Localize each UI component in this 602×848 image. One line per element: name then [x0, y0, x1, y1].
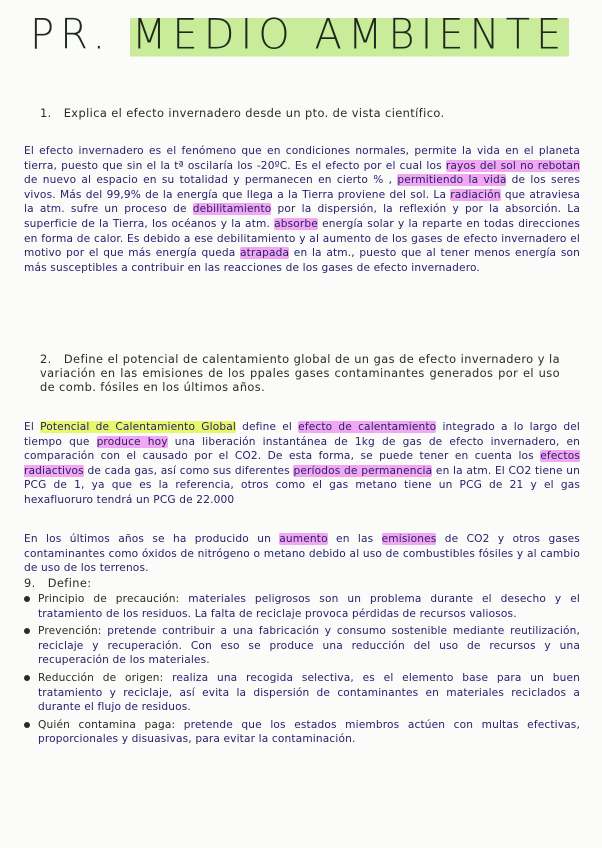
answer-text: de CO2 y otros gases contaminantes como óxidos de nitrógeno o metano debido al uso de combustibles fósiles y al cambio de uso de los terrenos.: [24, 533, 580, 575]
list-item: [24, 592, 580, 621]
answer-text: de nuevo al espacio en su totalidad y permanecen en cierto % ,: [24, 174, 398, 187]
definitions-list: [24, 592, 580, 750]
definition-text: pretende que los estados miembros actúen con multas efectivas, proporcionales y disuasivas, para evitar la contaminación.: [38, 718, 580, 746]
highlight: rayos del sol no rebotan: [445, 159, 580, 172]
answer-text: El: [24, 421, 41, 433]
question-text: Define:: [47, 576, 92, 590]
answer-2: [24, 420, 580, 508]
list-item: [24, 671, 580, 715]
answer-text: por la dispersión, la reflexión y por la absorción. La superficie de la Tierra, los océanos y la atm.: [24, 203, 580, 230]
highlight: produce hoy: [96, 435, 168, 448]
highlight: absorbe: [274, 217, 318, 230]
bullet-icon: [24, 722, 30, 728]
highlight: efecto de calentamiento: [298, 421, 437, 433]
list-item: [24, 624, 580, 668]
answer-1: [24, 144, 580, 275]
list-item: [24, 718, 580, 747]
title-prefix: PR.: [30, 10, 112, 60]
question-text: Explica el efecto invernadero desde un pto. de vista científico.: [63, 106, 445, 120]
definition-text: pretende contribuir a una fabricación y consumo sostenible mediante reutilización, reciclaje y recuperación. Con eso se produce una reducción del uso de recursos y una recuperación de los materiales.: [38, 625, 580, 667]
answer-text: en la atm. El CO2 tiene un PCG de 1, ya que es la referencia, otros como el gas metano tiene un PCG de 21 y el gas hexafluoruro tendrá un PCG de 22.000: [24, 464, 580, 506]
highlight: radiación: [450, 188, 501, 201]
question-number: 2.: [40, 352, 52, 366]
answer-2-paragraph-2: [24, 532, 580, 576]
answer-text: de cada gas, así como sus diferentes: [83, 464, 294, 477]
answer-text: En los últimos años se ha producido un: [24, 533, 280, 545]
answer-text: una liberación instantánea de 1kg de gas de efecto invernadero, en comparación con el causado por el CO2. De esta forma, se puede tener en cuenta los: [24, 435, 581, 463]
definition-text: materiales peligrosos son un problema durante el desecho y el tratamiento de los residuos. La falta de reciclaje provoca pérdidas de recursos valiosos.: [38, 593, 580, 620]
bullet-icon: [24, 596, 30, 602]
definition-text: realiza una recogida selectiva, es el elemento base para un buen tratamiento y reciclaje, así evita la dispersión de contaminantes en materiales reciclados a durante el flujo de residuos.: [38, 671, 580, 714]
question-1: [40, 106, 520, 120]
bullet-icon: [24, 628, 30, 634]
highlight: Potencial de Calentamiento Global: [40, 421, 236, 433]
bullet-icon: [24, 675, 30, 681]
question-number: 9.: [24, 576, 36, 590]
question-9: [24, 576, 224, 590]
answer-text: El efecto invernadero es el fenómeno que en condiciones normales, permite la vida en el planeta tierra, puesto que sin el la tª oscilaría los -20ºC. Es el efecto por el cual los: [24, 145, 580, 172]
question-text: Define el potencial de calentamiento global de un gas de efecto invernadero y la variación en las emisiones de los ppales gases contaminantes generados por el uso de comb. fósiles en los últimos años.: [40, 352, 560, 394]
page-title: [30, 11, 590, 59]
highlight: períodos de permanencia: [293, 464, 433, 477]
question-2: [40, 352, 560, 394]
answer-text: energía solar y la reparte en todas direcciones en forma de calor. Es debido a ese debilitamiento y al aumento de los gases de efecto invernadero el motivo por el que más energía queda: [24, 217, 580, 260]
answer-text: integrado a lo largo del tiempo que: [24, 421, 580, 448]
highlight: emisiones: [381, 533, 437, 545]
definition-term: Principio de precaución:: [38, 593, 180, 605]
answer-text: que atraviesa la atm. sufre un proceso de: [24, 188, 581, 216]
title-main: MEDIO AMBIENTE: [131, 10, 568, 60]
highlight: permitiendo la vida: [397, 174, 507, 187]
answer-text: en las: [327, 533, 382, 545]
definition-term: Reducción de origen:: [38, 671, 164, 684]
answer-text: en la atm., puesto que al tener menos energía son más susceptibles a contribuir en las reacciones de los gases de efecto invernadero.: [24, 247, 580, 274]
highlight: atrapada: [240, 247, 290, 260]
question-number: 1.: [40, 106, 52, 120]
highlight: efectos radiactivos: [24, 450, 580, 477]
definition-term: Quién contamina paga:: [38, 718, 176, 731]
answer-text: define el: [235, 421, 299, 433]
highlight: aumento: [279, 533, 328, 545]
definition-term: Prevención:: [38, 625, 102, 638]
highlight: debilitamiento: [192, 203, 272, 216]
answer-text: de los seres vivos. Más del 99,9% de la energía que llega a la Tierra proviene del sol. La: [24, 174, 580, 201]
